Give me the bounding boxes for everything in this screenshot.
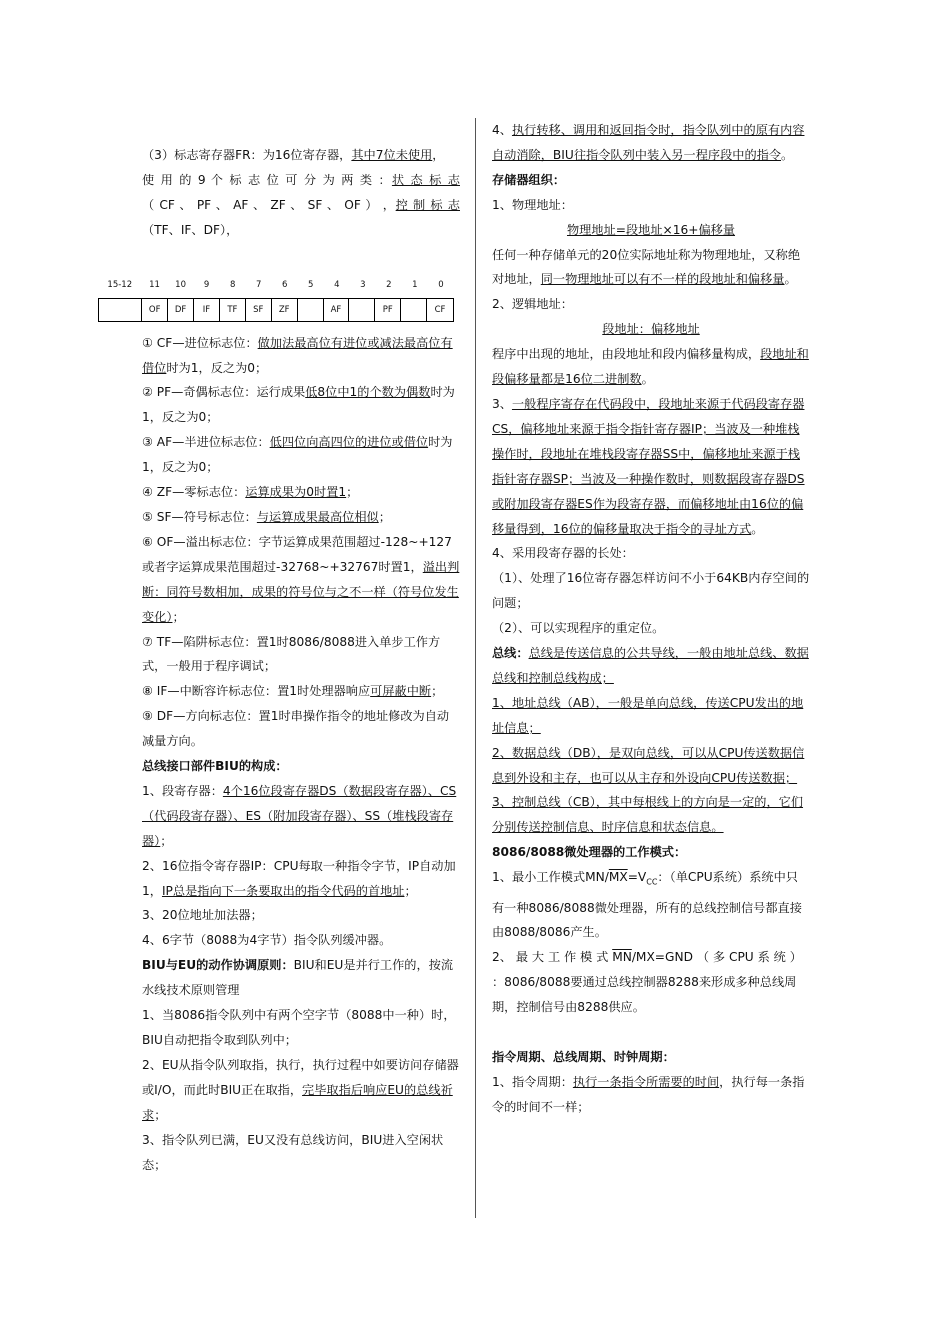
fr-intro: （3）标志寄存器FR：为16位寄存器，其中7位未使用，: [142, 148, 445, 162]
flag-tf: ⑦ TF—陷阱标志位：置1时8086/8088进入单步工作方式，一般用于程序调试；: [142, 634, 441, 674]
advantages-title: 4、采用段寄存器的长处：: [492, 546, 634, 561]
instruction-cycle: 1、指令周期：执行一条指令所需要的时间，执行每一条指令的时间不一样；: [492, 1074, 805, 1114]
flag-zf: ④ ZF—零标志位：运算成果为0时置1；: [142, 485, 359, 500]
address-bus: 1、地址总线（AB），一般是单向总线，传送CPU发出的地址信息；: [492, 695, 804, 735]
flag-pf: ② PF—奇偶标志位：运行成果低8位中1的个数为偶数时为1，反之为0；: [142, 385, 455, 425]
min-mode: 1、最小工作模式$MN/\overline{MX}=V_{CC}$：（单CPU系统）系统中只有一种8086/8088微处理器，所有的总线控制信号都直接由8088/8086产生。: [492, 870, 802, 940]
flag-cell: TF: [220, 299, 246, 321]
segment-usage: 3、一般程序寄存在代码段中，段地址来源于代码段寄存器CS，偏移地址来源于指令指针寄存器IP；当波及一种堆栈操作时，段地址在堆栈段寄存器SS中，偏移地址来源于栈指针寄存器SP；当波及一种操作数时，则数据段寄存器DS或附加段寄存器ES作为段寄存器，而偏移地址由16位的偏移量得到，16位的偏移量取决于指令的寻址方式。: [492, 396, 805, 536]
biu-item-3: 3、20位地址加法器；: [142, 908, 263, 923]
physical-address-text: 任何一种存储单元的20位实际地址称为物理地址，又称绝对地址，同一物理地址可以有不一样的段地址和偏移量。: [492, 247, 801, 287]
biu-item-2: 2、16位指令寄存器IP：CPU每取一种指令字节，IP自动加1，IP总是指向下一条要取出的指令代码的首地址；: [142, 858, 456, 898]
physical-address-formula: 物理地址=段地址×16+偏移量: [566, 222, 736, 237]
logical-address-title: 2、逻辑地址：: [492, 297, 573, 312]
column-divider: [475, 118, 476, 1218]
flag-cell: IF: [194, 299, 220, 321]
bit-label: 1: [412, 280, 418, 290]
bit-label: 6: [282, 280, 288, 290]
logical-address-formula: 段地址：偏移地址: [602, 322, 700, 337]
flag-cell: SF: [246, 299, 272, 321]
bit-label: 3: [360, 280, 366, 290]
logical-address-text: 程序中出现的地址，由段地址和段内偏移量构成，段地址和段偏移量都是16位二进制数。: [492, 347, 809, 387]
flag-cell: ZF: [272, 299, 298, 321]
flag-of: ⑥ OF—溢出标志位：字节运算成果范围超过-128~+127或者字运算成果范围超过-32768~+32767时置1，溢出判断：同符号数相加，成果的符号位与之不一样（符号位发生变化）；: [142, 534, 460, 624]
bit-label: 7: [255, 280, 262, 290]
bus-definition: 总线：总线是传送信息的公共导线，一般由地址总线、数据总线和控制总线构成；: [492, 646, 809, 685]
bit-label: 9: [203, 280, 210, 290]
biu-item-1: 1、段寄存器：4个16位段寄存器DS（数据段寄存器）、CS（代码段寄存器）、ES（附加段寄存器）、SS（堆栈段寄存器）；: [142, 783, 457, 848]
max-mode: 2、 最 大 工 作 模 式 $\overline{MN}/MX=GND$ （ 多 CPU 系 统 ） ：8086/8088要通过总线控制器8288来形成多种总线周期，控制信号由8288供应。: [492, 950, 802, 1015]
cycle-title: 指令周期、总线周期、时钟周期：: [492, 1050, 675, 1065]
flag-cell: AF: [324, 299, 350, 321]
flag-cell: OF: [142, 299, 168, 321]
flag-cell: PF: [375, 299, 401, 321]
flag-df: ⑨ DF—方向标志位：置1时串操作指令的地址修改为自动减量方向。: [142, 709, 450, 749]
coord-item-3: 3、指令队列已满，EU又没有总线访问，BIU进入空闲状态；: [142, 1132, 444, 1172]
flag-cell: DF: [168, 299, 194, 321]
bit-label: 5: [308, 280, 314, 290]
control-bus: 3、控制总线（CB），其中每根线上的方向是一定的，它们分别传送控制信息、时序信息和状态信息。: [492, 795, 804, 835]
flag-cell-row: [98, 298, 454, 322]
right-column: [492, 118, 810, 1120]
bit-label: 15-12: [107, 280, 133, 290]
bit-label: 11: [149, 280, 160, 290]
fr-line2: 使 用 的 9 个 标 志 位 可 分 为 两 类 ：状 态 标 志: [142, 172, 460, 187]
flag-if: ⑧ IF—中断容许标志位：置1时处理器响应可屏蔽中断；: [142, 684, 444, 699]
biu-item-4: 4、6字节（8088为4字节）指令队列缓冲器。: [142, 933, 392, 948]
flag-cf: ① CF—进位标志位：做加法最高位有进位或减法最高位有借位时为1，反之为0；: [142, 335, 453, 375]
flag-cell: [298, 299, 324, 321]
biu-title: 总线接口部件BIU的构成：: [142, 759, 288, 774]
data-bus: 2、数据总线（DB），是双向总线，可以从CPU传送数据信息到外设和主存，也可以从主存和外设向CPU传送数据；: [492, 745, 805, 785]
flag-cell: [349, 299, 375, 321]
coord-item-1: 1、当8086指令队列中有两个空字节（8088中一种）时，BIU自动把指令取到队列中；: [142, 1008, 456, 1047]
coord-item-4: 4、执行转移、调用和返回指令时，指令队列中的原有内容自动消除，BIU往指令队列中装入另一程序段中的指令。: [492, 123, 805, 162]
advantage-2: （2）、可以实现程序的重定位。: [492, 621, 665, 636]
bit-label: 4: [334, 280, 340, 290]
coord-principle: BIU与EU的动作协调原则：BIU和EU是并行工作的，按流水线技术原则管理: [142, 958, 454, 998]
memory-title: 存储器组织：: [492, 172, 566, 187]
flag-sf: ⑤ SF—符号标志位：与运算成果最高位相似；: [142, 509, 391, 524]
bit-label: 2: [386, 280, 392, 290]
flag-register-table: [98, 276, 454, 322]
fr-line3: （ CF 、 PF 、 AF 、 ZF 、 SF 、 OF ） ，控 制 标 志: [142, 197, 460, 212]
advantage-1: （1）、处理了16位寄存器怎样访问不小于64KB内存空间的问题；: [492, 571, 810, 611]
fr-line4: （TF、IF、DF），: [142, 222, 239, 237]
flag-cell: [99, 299, 142, 321]
mode-title: 8086/8088微处理器的工作模式：: [492, 845, 687, 860]
bit-label: 10: [175, 280, 186, 290]
flag-af: ③ AF—半进位标志位：低四位向高四位的进位或借位时为1，反之为0；: [142, 435, 453, 475]
flag-cell: [401, 299, 427, 321]
bit-label: 0: [438, 280, 444, 290]
physical-address-title: 1、物理地址：: [492, 197, 573, 212]
bit-label: 8: [229, 280, 236, 290]
flag-cell: CF: [434, 305, 446, 315]
bit-number-row: [98, 276, 454, 294]
coord-item-2: 2、EU从指令队列取指，执行，执行过程中如要访问存储器或I/O，而此时BIU正在取指，完毕取指后响应EU的总线祈求；: [142, 1057, 459, 1122]
